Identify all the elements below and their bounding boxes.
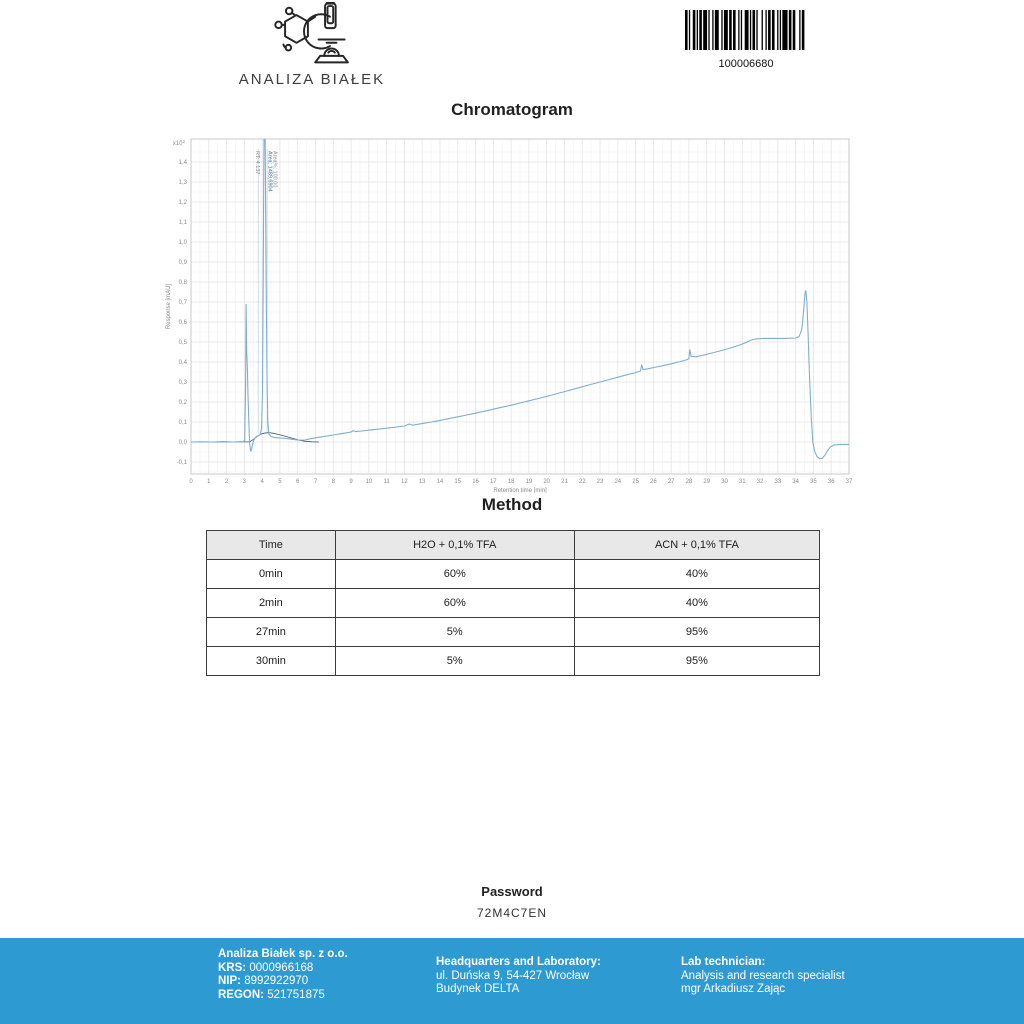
svg-text:30: 30 bbox=[721, 479, 728, 485]
svg-text:Area%: 100,00: Area%: 100,00 bbox=[271, 151, 278, 188]
svg-text:25: 25 bbox=[632, 479, 639, 485]
svg-text:0,9: 0,9 bbox=[178, 260, 187, 266]
svg-text:1: 1 bbox=[207, 479, 211, 485]
chromatogram-title: Chromatogram bbox=[451, 100, 573, 119]
svg-text:26: 26 bbox=[650, 479, 657, 485]
method-cell-time: 27min bbox=[207, 618, 336, 647]
svg-text:1,1: 1,1 bbox=[178, 220, 187, 226]
svg-text:0,0: 0,0 bbox=[178, 440, 187, 446]
footer-nip-value: 8992922970 bbox=[244, 975, 309, 987]
method-header-time: Time bbox=[207, 531, 336, 560]
method-cell-h2o: 60% bbox=[335, 560, 574, 589]
barcode bbox=[666, 10, 826, 70]
svg-text:x102: $x10^2$ bbox=[172, 139, 185, 147]
footer-hq-building: Budynek DELTA bbox=[436, 983, 520, 995]
table-row bbox=[207, 618, 820, 647]
svg-text:Retention time [min]: Retention time [min] bbox=[493, 488, 547, 493]
svg-text:0: 0 bbox=[189, 479, 193, 485]
svg-text:10: 10 bbox=[365, 479, 373, 485]
svg-text:18: 18 bbox=[507, 479, 515, 485]
svg-text:1,4: 1,4 bbox=[178, 160, 187, 166]
svg-text:1,3: 1,3 bbox=[178, 180, 187, 186]
svg-text:37: 37 bbox=[845, 479, 853, 485]
footer-nip-label: NIP: bbox=[218, 975, 241, 987]
method-cell-time: 0min bbox=[207, 560, 336, 589]
barcode-icon bbox=[685, 10, 807, 50]
svg-text:2: 2 bbox=[224, 479, 229, 485]
table-row bbox=[207, 560, 820, 589]
password-section bbox=[0, 884, 1024, 920]
method-cell-acn: 40% bbox=[574, 589, 819, 618]
svg-text:1,2: 1,2 bbox=[178, 200, 187, 206]
svg-text:31: 31 bbox=[738, 479, 746, 485]
chromatogram-plot bbox=[160, 131, 860, 493]
svg-text:20: 20 bbox=[543, 479, 551, 485]
password-label: Password bbox=[481, 884, 543, 899]
svg-text:0,6: 0,6 bbox=[178, 320, 187, 326]
svg-text:1,0: 1,0 bbox=[178, 240, 187, 246]
method-table-header-row bbox=[207, 531, 820, 560]
footer-hq-address: ul. Duńska 9, 54-427 Wrocław bbox=[436, 969, 590, 982]
footer-tech-title: Lab technician: bbox=[681, 956, 766, 968]
svg-text:RT: 4.137: RT: 4.137 bbox=[254, 151, 261, 175]
svg-text:5: 5 bbox=[278, 479, 282, 485]
svg-text:4: 4 bbox=[260, 479, 264, 485]
svg-text:0,5: 0,5 bbox=[178, 340, 187, 346]
svg-text:36: 36 bbox=[827, 479, 835, 485]
svg-text:13: 13 bbox=[418, 479, 426, 485]
svg-text:7: 7 bbox=[313, 479, 318, 485]
svg-text:33: 33 bbox=[774, 479, 782, 485]
svg-text:19: 19 bbox=[525, 479, 533, 485]
footer-company-block bbox=[218, 948, 348, 1002]
svg-text:27: 27 bbox=[667, 479, 675, 485]
svg-text:9: 9 bbox=[349, 479, 353, 485]
svg-text:6: 6 bbox=[296, 479, 300, 485]
footer-technician-block bbox=[681, 956, 845, 997]
footer-company-name: Analiza Białek sp. z o.o. bbox=[218, 948, 348, 960]
method-cell-h2o: 5% bbox=[335, 647, 574, 676]
svg-text:0,3: 0,3 bbox=[178, 380, 187, 386]
svg-text:21: 21 bbox=[561, 479, 568, 485]
table-row bbox=[207, 589, 820, 618]
svg-text:32: 32 bbox=[756, 479, 764, 485]
svg-text:17: 17 bbox=[489, 479, 497, 485]
method-cell-time: 2min bbox=[207, 589, 336, 618]
molecule-microscope-icon bbox=[269, 2, 355, 64]
method-header-h2o: H2O + 0,1% TFA bbox=[335, 531, 574, 560]
footer-krs-label: KRS: bbox=[218, 961, 247, 974]
footer-tech-name: mgr Arkadiusz Zając bbox=[681, 983, 786, 995]
footer-regon bbox=[218, 989, 348, 1003]
svg-text:14: 14 bbox=[436, 479, 444, 485]
svg-text:11: 11 bbox=[383, 479, 390, 485]
svg-text:8: 8 bbox=[331, 479, 335, 485]
svg-text:0,7: 0,7 bbox=[178, 300, 187, 306]
svg-text:29: 29 bbox=[703, 479, 711, 485]
table-row bbox=[207, 647, 820, 676]
svg-text:23: 23 bbox=[596, 479, 604, 485]
svg-text:0,2: 0,2 bbox=[178, 400, 187, 406]
svg-text:16: 16 bbox=[472, 479, 479, 485]
company-logo bbox=[222, 2, 402, 88]
footer-krs-value: 0000966168 bbox=[249, 961, 314, 974]
password-value: 72M4C7EN bbox=[476, 906, 548, 920]
footer-headquarters-block bbox=[436, 956, 601, 997]
method-cell-acn: 40% bbox=[574, 560, 819, 589]
method-cell-h2o: 5% bbox=[335, 618, 574, 647]
method-table bbox=[206, 530, 820, 676]
footer-krs bbox=[218, 962, 348, 976]
svg-text:0,4: 0,4 bbox=[178, 360, 187, 366]
footer-regon-value: 521751875 bbox=[267, 988, 325, 1001]
footer-regon-label: REGON: bbox=[218, 988, 264, 1001]
svg-text:-0,1: -0,1 bbox=[176, 460, 187, 466]
svg-text:34: 34 bbox=[792, 479, 799, 485]
method-title: Method bbox=[481, 495, 543, 514]
svg-text:15: 15 bbox=[454, 479, 462, 485]
method-cell-acn: 95% bbox=[574, 647, 819, 676]
footer-hq-title: Headquarters and Laboratory: bbox=[436, 956, 601, 968]
footer-tech-role: Analysis and research specialist bbox=[681, 969, 845, 982]
chromatogram-chart bbox=[160, 131, 860, 498]
svg-text:3: 3 bbox=[242, 479, 247, 485]
svg-text:35: 35 bbox=[810, 479, 817, 485]
footer bbox=[0, 938, 1024, 1024]
svg-text:Response [mAU]: Response [mAU] bbox=[166, 283, 172, 330]
method-cell-time: 30min bbox=[207, 647, 336, 676]
method-cell-h2o: 60% bbox=[335, 589, 574, 618]
logo-text: ANALIZA BIAŁEK bbox=[238, 71, 386, 88]
footer-nip bbox=[218, 975, 348, 989]
method-header-acn: ACN + 0,1% TFA bbox=[574, 531, 819, 560]
barcode-number: 100006680 bbox=[718, 58, 774, 70]
svg-text:24: 24 bbox=[614, 479, 622, 485]
svg-text:Area: 1489,6904: Area: 1489,6904 bbox=[266, 151, 273, 192]
svg-text:28: 28 bbox=[685, 479, 693, 485]
svg-text:12: 12 bbox=[401, 479, 408, 485]
method-cell-acn: 95% bbox=[574, 618, 819, 647]
svg-text:22: 22 bbox=[578, 479, 586, 485]
svg-text:0,1: 0,1 bbox=[178, 420, 187, 426]
svg-text:0,8: 0,8 bbox=[178, 280, 187, 286]
